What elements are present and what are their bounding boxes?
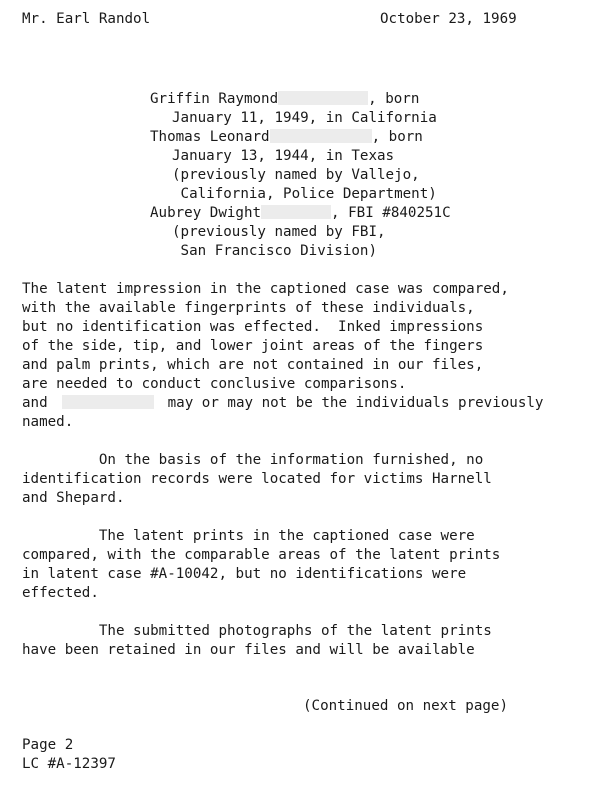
case-number: LC #A-12397 <box>22 756 116 772</box>
subject-detail: , FBI #840251C <box>331 205 451 221</box>
text-line: have been retained in our files and will be available <box>22 642 475 658</box>
subject-detail: , born <box>368 91 420 107</box>
text-line: identification records were located for victims Harnell <box>22 471 492 487</box>
text-line: compared, with the comparable areas of the latent prints <box>22 547 501 563</box>
text-line: The latent prints in the captioned case were <box>22 528 475 544</box>
continued-notice: (Continued on next page) <box>303 698 508 714</box>
subject-name-line <box>150 128 423 148</box>
text-line: are needed to conduct conclusive comparisons. <box>22 376 407 392</box>
addressee: Mr. Earl Randol <box>22 11 151 27</box>
subject-name: Aubrey Dwight <box>150 205 262 221</box>
subject-name: Thomas Leonard <box>150 129 270 145</box>
text-line: but no identification was effected. Inked impressions <box>22 319 484 335</box>
subject-name: Griffin Raymond <box>150 91 279 107</box>
redacted-name <box>62 395 154 409</box>
subject-detail: , born <box>371 129 423 145</box>
text-line: of the side, tip, and lower joint areas of the fingers <box>22 338 484 354</box>
text-line: named. <box>22 414 74 430</box>
text-line: with the available fingerprints of these individuals, <box>22 300 475 316</box>
text-line: and palm prints, which are not contained in our files, <box>22 357 484 373</box>
text-line: On the basis of the information furnished, no <box>22 452 484 468</box>
subject-note: (previously named by FBI, <box>172 224 386 240</box>
subject-note: San Francisco Division) <box>172 243 377 259</box>
subject-name-line <box>150 204 451 224</box>
text-line: in latent case #A-10042, but no identifications were <box>22 566 467 582</box>
text-line <box>22 394 543 414</box>
text-line: and Shepard. <box>22 490 125 506</box>
subject-note: California, Police Department) <box>172 186 437 202</box>
subject-birth: January 11, 1949, in California <box>172 110 437 126</box>
redacted-surname <box>261 205 331 219</box>
text-line: The latent impression in the captioned case was compared, <box>22 281 509 297</box>
subject-birth: January 13, 1944, in Texas <box>172 148 395 164</box>
redacted-surname <box>278 91 368 105</box>
subject-name-line <box>150 90 419 110</box>
text-fragment: and <box>22 395 48 411</box>
page-number: Page 2 <box>22 737 74 753</box>
text-line: effected. <box>22 585 99 601</box>
text-line: The submitted photographs of the latent prints <box>22 623 492 639</box>
letter-date: October 23, 1969 <box>380 11 517 27</box>
subject-note: (previously named by Vallejo, <box>172 167 420 183</box>
text-fragment: may or may not be the individuals previously <box>167 395 544 411</box>
redacted-surname <box>270 129 372 143</box>
